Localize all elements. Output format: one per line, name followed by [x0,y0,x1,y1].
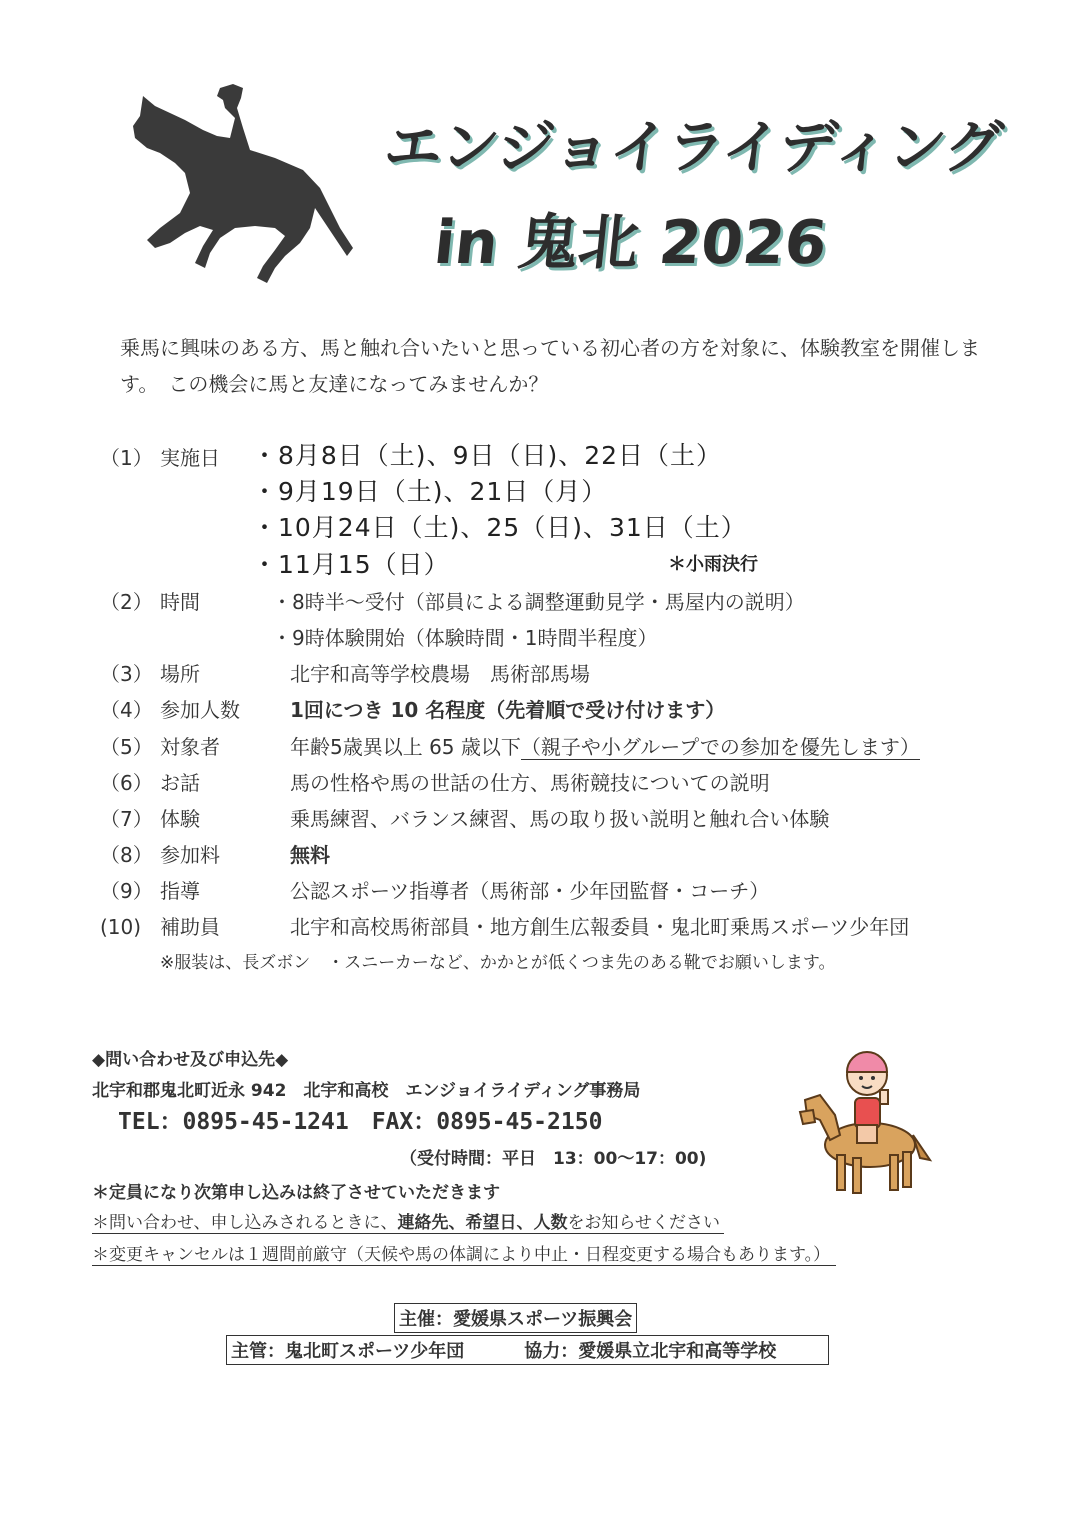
item-value: 北宇和高校馬術部員・地方創生広報委員・鬼北町乗馬スポーツ少年団 [290,915,910,939]
item-10 [100,911,909,940]
intro-text: 乗馬に興味のある方、馬と触れ合いたいと思っている初心者の方を対象に、体験教室を開催します。 この機会に馬と友達になってみませんか？ [120,336,980,396]
organizer-manager: 主管：鬼北町スポーツ少年団 [231,1341,465,1362]
horse-rider-silhouette [125,78,365,293]
item-2 [100,586,290,615]
contact-heading: ◆問い合わせ及び申込先◆ [92,1050,289,1070]
organizer-coop: 協力：愛媛県立北宇和高等学校 [524,1341,777,1362]
note-inquiry [92,1208,724,1234]
item-label: 場所 [160,662,200,686]
item-value-underlined: （親子や小グループでの参加を優先します） [520,735,920,759]
note-inquiry-a: ＊問い合わせ、申し込みされるときに、 [92,1213,398,1233]
item-4 [100,694,725,723]
item-number: （3） [100,662,153,686]
organizer-host: 主催：愛媛県スポーツ振興会 [394,1303,637,1333]
date-line-2: ・9月19日（土)、21日（月） [252,477,608,506]
item-9 [100,875,769,904]
item-label: 補助員 [160,915,220,939]
item-value: 乗馬練習、バランス練習、馬の取り扱い説明と触れ合い体験 [290,807,830,831]
item-5 [100,731,920,760]
note-capacity: ＊定員になり次第申し込みは終了させていただきます [92,1183,500,1203]
item-value: 北宇和高等学校農場 馬術部馬場 [290,662,590,686]
item-label: 参加料 [160,843,220,867]
item-number: （8） [100,843,153,867]
item-7 [100,803,829,832]
title-line1: エンジョイライディング [380,113,1005,181]
item-label: 指導 [160,879,200,903]
item-label: 参加人数 [160,698,240,722]
item-value: 年齢5歳異以上 65 歳以下 [290,735,521,759]
rain-note: ＊小雨決行 [668,554,758,575]
item-label: お話 [160,771,200,795]
item-label: 時間 [160,590,200,614]
organizer-row [226,1335,829,1365]
note-inquiry-c: をお知らせください [567,1213,720,1233]
item-6 [100,767,770,796]
note-cancel: ＊変更キャンセルは１週間前厳守（天候や馬の体調により中止・日程変更する場合もあります。） [92,1240,836,1266]
item-number: （4） [100,698,153,722]
item-value: 無料 [290,843,330,867]
pony-rider-illustration [785,1040,935,1200]
contact-hours: （受付時間：平日 13：00～17：00) [400,1149,707,1169]
item-number: （7） [100,807,153,831]
item-8 [100,839,330,868]
item-3 [100,658,590,687]
item-number: （2） [100,590,153,614]
time-line-1: ・8時半～受付（部員による調整運動見学・馬屋内の説明） [272,590,805,614]
contact-address: 北宇和郡鬼北町近永 942 北宇和高校 エンジョイライディング事務局 [92,1081,641,1101]
date-line-3: ・10月24日（土)、25（日)、31日（土） [252,513,747,542]
contact-tel-fax: TEL：0895-45-1241 FAX：0895-45-2150 [118,1109,603,1135]
item-label: 実施日 [160,446,220,470]
item-number: （1） [100,446,153,470]
title-line2: in 鬼北 2026 [430,208,831,278]
item-number: （6） [100,771,153,795]
item-number: (10) [100,915,142,939]
item-number: （9） [100,879,153,903]
note-inquiry-b: 連絡先、希望日、人数 [397,1213,568,1233]
item-label: 体験 [160,807,200,831]
dress-note: ※服装は、長ズボン ・スニーカーなど、かかとが低くつま先のある靴でお願いします。 [160,953,836,973]
item-value: 公認スポーツ指導者（馬術部・少年団監督・コーチ） [290,879,770,903]
item-value: 1回につき 10 名程度（先着順で受け付けます） [290,698,726,722]
item-label: 対象者 [160,735,220,759]
date-line-1: ・8月8日（土)、9日（日)、22日（土） [252,441,723,470]
item-value: 馬の性格や馬の世話の仕方、馬術競技についての説明 [290,771,770,795]
time-line-2: ・9時体験開始（体験時間・1時間半程度） [272,626,658,650]
item-number: （5） [100,735,153,759]
date-line-4: ・11月15（日） [252,550,450,579]
